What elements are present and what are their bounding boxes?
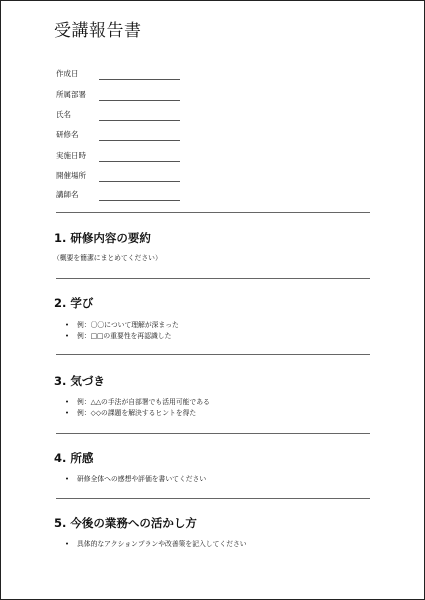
list-item xyxy=(65,408,210,419)
bullet-icon: • xyxy=(65,409,70,417)
list-item xyxy=(65,474,206,485)
field-label: 氏名 xyxy=(56,110,71,119)
field-label: 作成日 xyxy=(56,69,79,78)
bullet-icon: • xyxy=(65,398,70,406)
section-note: （概要を簡潔にまとめてください） xyxy=(53,254,162,262)
list-item-text: 具体的なアクションプランや改善策を記入してください xyxy=(77,540,247,548)
field-input-line[interactable] xyxy=(99,120,180,121)
field-label: 実施日時 xyxy=(56,151,86,160)
section-divider xyxy=(56,433,370,434)
list-item-text: 例：◇◇の課題を解決するヒントを得た xyxy=(77,409,197,417)
bullet-list xyxy=(65,320,179,342)
bullet-list xyxy=(65,539,247,550)
section-heading-application: 5. 今後の業務への活かし方 xyxy=(54,516,197,530)
list-item xyxy=(65,320,179,331)
field-instructor xyxy=(56,190,196,204)
field-name xyxy=(56,110,196,124)
section-divider xyxy=(56,278,370,279)
field-input-line[interactable] xyxy=(99,181,180,182)
field-label: 講師名 xyxy=(56,190,79,199)
section-divider xyxy=(56,212,370,213)
list-item-text: 例：〇〇について理解が深まった xyxy=(77,321,179,329)
field-input-line[interactable] xyxy=(99,140,180,141)
section-heading-impressions: 4. 所感 xyxy=(54,451,94,465)
bullet-icon: • xyxy=(65,321,70,329)
field-label: 研修名 xyxy=(56,130,79,139)
field-input-line[interactable] xyxy=(99,79,180,80)
bullet-icon: • xyxy=(65,540,70,548)
list-item xyxy=(65,331,179,342)
section-heading-learnings: 2. 学び xyxy=(54,296,94,310)
list-item-text: 研修全体への感想や評価を書いてください xyxy=(77,475,207,483)
field-venue xyxy=(56,171,196,185)
field-label: 所属部署 xyxy=(56,90,86,99)
bullet-list xyxy=(65,474,206,485)
section-divider xyxy=(56,354,370,355)
field-label: 開催場所 xyxy=(56,171,86,180)
field-input-line[interactable] xyxy=(99,100,180,101)
section-divider xyxy=(56,498,370,499)
section-heading-insights: 3. 気づき xyxy=(54,374,105,388)
list-item xyxy=(65,397,210,408)
list-item xyxy=(65,539,247,550)
field-date-time xyxy=(56,151,196,165)
field-created-date xyxy=(56,69,196,83)
bullet-icon: • xyxy=(65,475,70,483)
info-fields xyxy=(56,1,196,211)
field-department xyxy=(56,90,196,104)
bullet-list xyxy=(65,397,210,419)
field-training-name xyxy=(56,130,196,144)
field-input-line[interactable] xyxy=(99,161,180,162)
bullet-icon: • xyxy=(65,332,70,340)
field-input-line[interactable] xyxy=(99,200,180,201)
document-title: 受講報告書 xyxy=(54,21,142,41)
section-heading-summary: 1. 研修内容の要約 xyxy=(54,231,151,245)
list-item-text: 例：△△の手法が自部署でも活用可能である xyxy=(77,398,210,406)
list-item-text: 例：□□の重要性を再認識した xyxy=(77,332,172,340)
